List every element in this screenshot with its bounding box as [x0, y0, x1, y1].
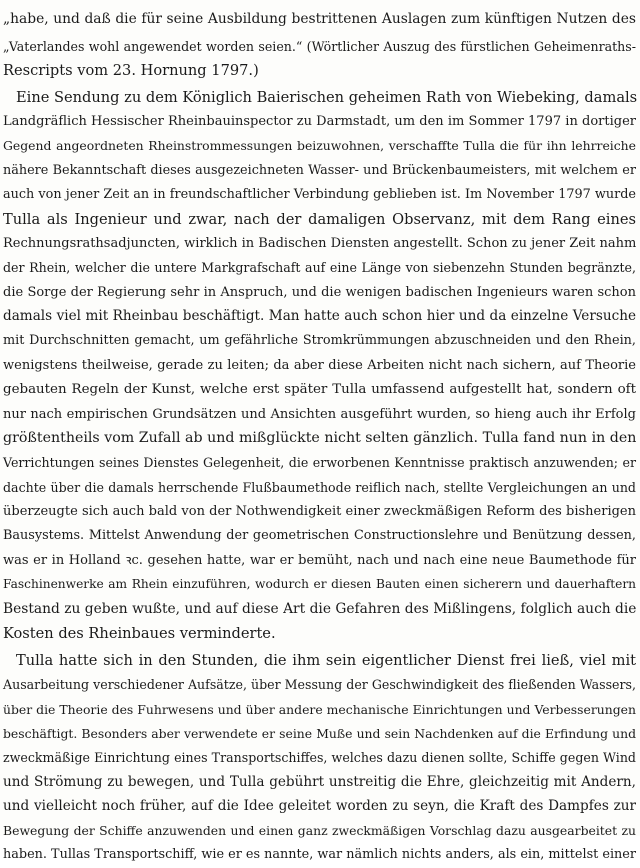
text-line-12: die Sorge der Regierung sehr in Anspruch, und die wenigen badischen Ingenieurs waren schon [3, 285, 636, 300]
text-line-5: Landgräflich Hessischer Rheinbauinspector zu Darmstadt, um den im Sommer 1797 in dortiger [3, 114, 636, 129]
text-line-28: Ausarbeitung verschiedener Aufsätze, über Messung der Geschwindigkeit des fließenden Wassers, [3, 677, 636, 692]
text-line-1: „habe, und daß die für seine Ausbildung bestrittenen Auslagen zum künftigen Nutzen des [3, 11, 636, 27]
text-line-2: „Vaterlandes wohl angewendet worden seien.“ (Wörtlicher Auszug des fürstlichen Geheimenraths- [3, 39, 636, 54]
text-line-16: gebauten Regeln der Kunst, welche erst später Tulla umfassend aufgestellt hat, sondern oft [3, 382, 636, 397]
text-line-11: der Rhein, welcher die untere Markgrafschaft auf eine Länge von siebenzehn Stunden begränzte, [3, 260, 636, 275]
text-line-25: Bestand zu geben wußte, und auf diese Art die Gefahren des Mißlingens, folglich auch die [3, 601, 637, 617]
text-line-33: und vielleicht noch früher, auf die Idee geleitet worden zu seyn, die Kraft des Dampfes zur [3, 798, 636, 814]
text-line-3: Rescripts vom 23. Hornung 1797.) [3, 62, 259, 79]
text-line-24: Faschinenwerke am Rhein einzuführen, wodurch er diesen Bauten einen sicherern und dauerhaftern [3, 577, 636, 591]
text-line-14: mit Durchschnitten gemacht, um gefährliche Stromkrümmungen abzuschneiden und den Rhein, [3, 333, 636, 348]
text-line-29: über die Theorie des Fuhrwesens und über andere mechanische Einrichtungen und Verbesserungen [3, 702, 636, 717]
text-line-30: beschäftigt. Besonders aber verwendete er seine Muße und sein Nachdenken auf die Erfindung und [3, 726, 636, 741]
text-line-9: Tulla als Ingenieur und zwar, nach der damaligen Observanz, mit dem Rang eines [3, 211, 636, 228]
text-line-35: haben. Tullas Transportschiff, wie er es nannte, war nämlich nichts anders, als ein, mittelst einer [3, 847, 636, 862]
text-line-20: dachte über die damals herrschende Flußbaumethode reiflich nach, stellte Vergleichungen an und [3, 480, 636, 495]
text-line-17: nur nach empirischen Grundsätzen und Ansichten ausgeführt wurden, so hieng auch ihr Erfolg [3, 407, 636, 422]
text-line-13: damals viel mit Rheinbau beschäftigt. Man hatte auch schon hier und da einzelne Versuche [3, 308, 636, 324]
text-line-7: nähere Bekanntschaft dieses ausgezeichneten Wasser- und Brückenbaumeisters, mit welchem er [3, 163, 636, 178]
text-line-8: auch von jener Zeit an in freundschaftlicher Verbindung geblieben ist. Im November 1797 wurde [3, 187, 636, 202]
text-line-31: zweckmäßige Einrichtung eines Transportschiffes, welches dazu dienen sollte, Schiffe gegen Wind [3, 750, 636, 765]
text-line-27: Tulla hatte sich in den Stunden, die ihm sein eigentlicher Dienst frei ließ, viel mit [16, 652, 636, 669]
text-line-10: Rechnungsrathsadjuncten, wirklich in Badischen Diensten angestellt. Schon zu jener Zeit nahm [3, 236, 637, 251]
text-line-18: größtentheils vom Zufall ab und mißglückte nicht selten gänzlich. Tulla fand nun in den [3, 430, 637, 446]
text-line-19: Verrichtungen seines Dienstes Gelegenheit, die erworbenen Kenntnisse praktisch anzuwenden; er [3, 455, 636, 470]
text-line-4: Eine Sendung zu dem Königlich Baierischen geheimen Rath von Wiebeking, damals [16, 89, 638, 106]
text-line-32: und Strömung zu bewegen, und Tulla gebührt unstreitig die Ehre, gleichzeitig mit Andern, [3, 774, 636, 790]
text-line-34: Bewegung der Schiffe anzuwenden und einen ganz zweckmäßigen Vorschlag dazu ausgearbeitet zu [3, 823, 636, 838]
text-line-15: wenigstens theilweise, gerade zu leiten; da aber diese Arbeiten nicht nach sichern, auf Theorie [3, 358, 636, 373]
text-line-6: Gegend angeordneten Rheinstrommessungen beizuwohnen, verschaffte Tulla die für ihn lehrreiche [3, 138, 636, 153]
text-line-21: überzeugte sich auch bald von der Nothwendigkeit einer zweckmäßigen Reform des bisherigen [3, 504, 636, 519]
text-line-26: Kosten des Rheinbaues verminderte. [3, 625, 276, 642]
text-line-23: was er in Holland ꝛc. gesehen hatte, war er bemüht, nach und nach eine neue Baumethode für [3, 553, 636, 568]
text-line-22: Bausystems. Mittelst Anwendung der geometrischen Constructionslehre und Benützung dessen, [3, 528, 636, 543]
